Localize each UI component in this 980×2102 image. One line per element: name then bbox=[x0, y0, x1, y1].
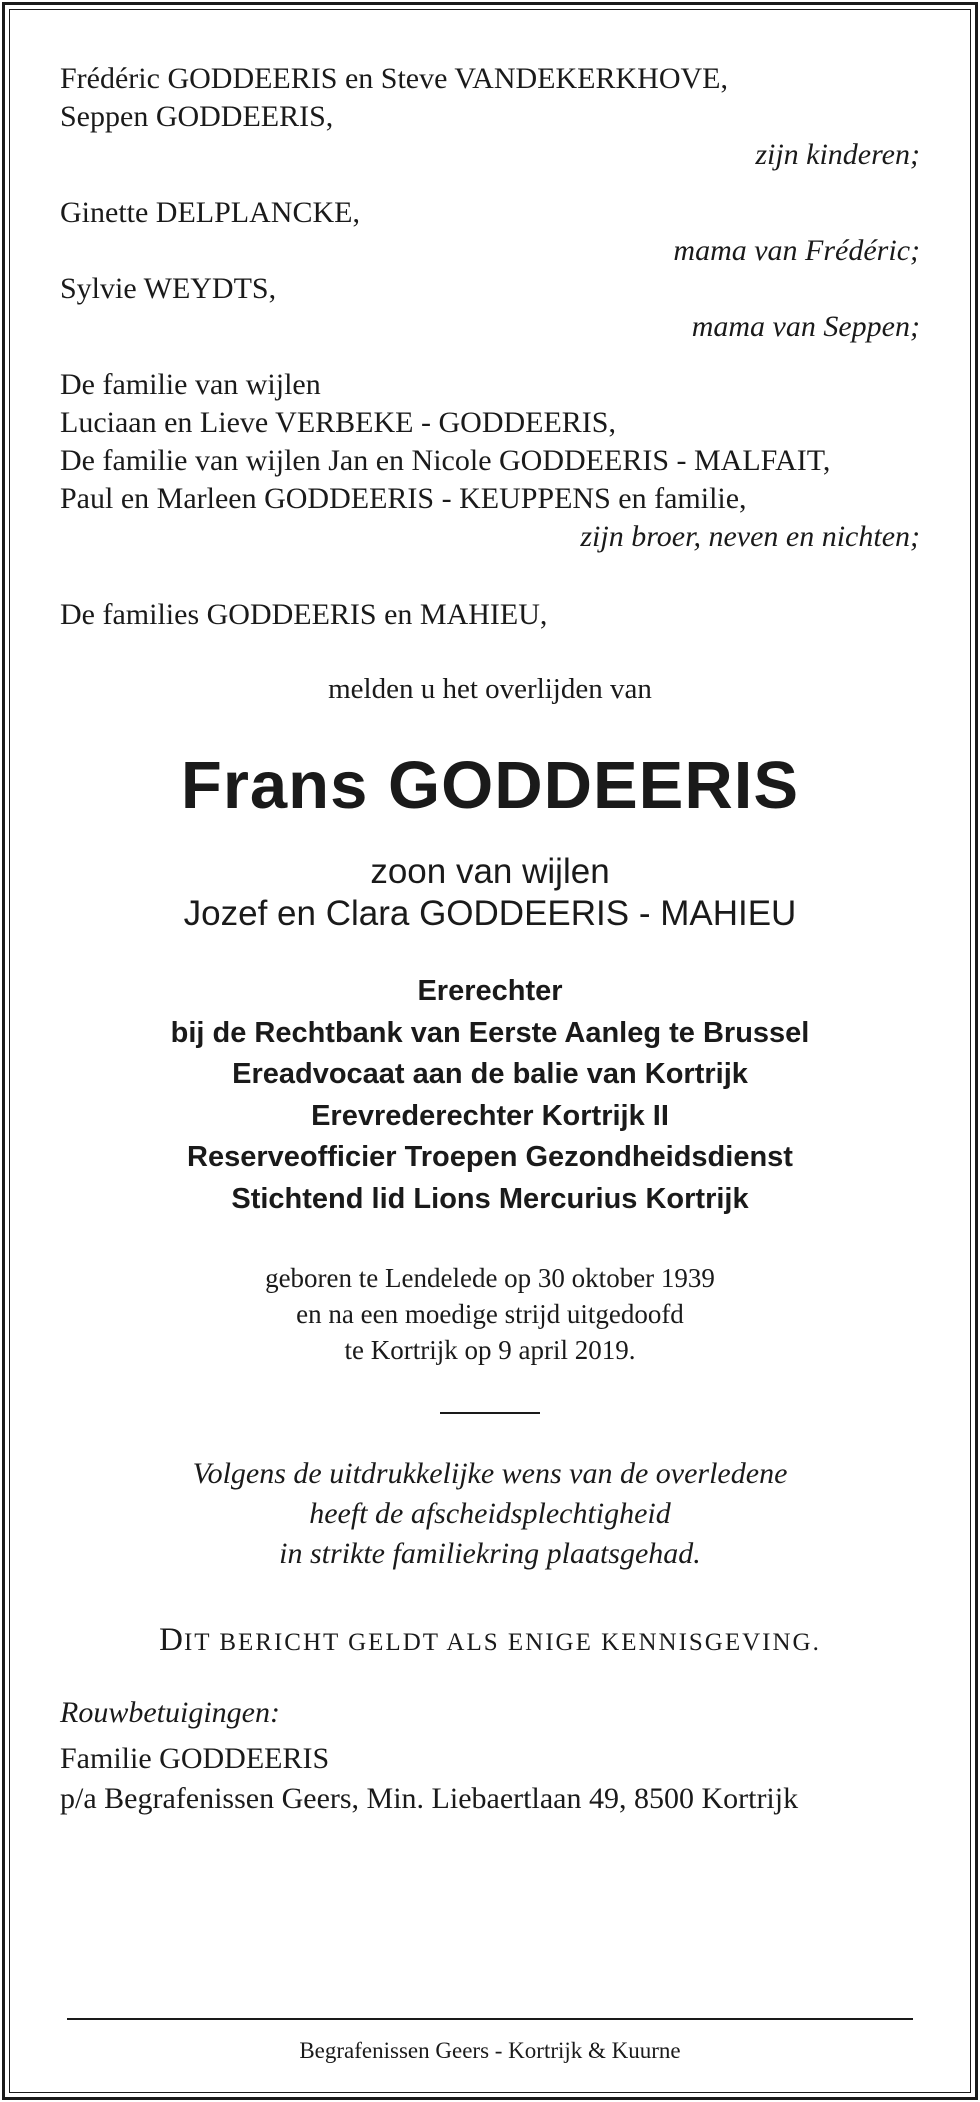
mother2-relation: mama van Seppen; bbox=[691, 310, 920, 343]
son-of-block bbox=[60, 851, 920, 935]
title-line: Erevrederechter Kortrijk II bbox=[311, 1099, 669, 1132]
notice-statement bbox=[60, 1620, 920, 1663]
notice-initial: D bbox=[159, 1622, 184, 1658]
dates-line: geboren te Lendelede op 30 oktober 1939 bbox=[265, 1263, 715, 1293]
title-line: bij de Rechtbank van Eerste Aanleg te Brussel bbox=[170, 1016, 810, 1049]
deceased-name: Frans GODDEERIS bbox=[180, 748, 800, 823]
title-line: Reserveofficier Troepen Gezondheidsdienst bbox=[187, 1141, 793, 1173]
families-line: De families GODDEERIS en MAHIEU, bbox=[60, 598, 548, 631]
title-line: Stichtend lid Lions Mercurius Kortrijk bbox=[231, 1182, 749, 1215]
dates-line: en na een moedige strijd uitgedoofd bbox=[296, 1299, 684, 1329]
condolences-label: Rouwbetuigingen: bbox=[60, 1696, 280, 1729]
notice-rest: IT BERICHT GELDT ALS ENIGE KENNISGEVING. bbox=[183, 1629, 821, 1656]
condolences-address: p/a Begrafenissen Geers, Min. Liebaertlaan 49, 8500 Kortrijk bbox=[60, 1782, 799, 1815]
children-line: Seppen GODDEERIS, bbox=[60, 100, 334, 133]
funeral-wish bbox=[60, 1454, 920, 1574]
mother1-name: Ginette DELPLANCKE, bbox=[60, 196, 360, 229]
relatives-line: Paul en Marleen GODDEERIS - KEUPPENS en familie, bbox=[60, 482, 747, 515]
dates-line: te Kortrijk op 9 april 2019. bbox=[344, 1335, 636, 1365]
mother2-name: Sylvie WEYDTS, bbox=[60, 272, 277, 305]
relatives-line: De familie van wijlen Jan en Nicole GODDEERIS - MALFAIT, bbox=[60, 444, 831, 477]
son-of-line: zoon van wijlen bbox=[370, 852, 610, 891]
wish-line: heeft de afscheidsplechtigheid bbox=[309, 1497, 671, 1530]
separator-line bbox=[440, 1412, 540, 1414]
children-line: Frédéric GODDEERIS en Steve VANDEKERKHOVE, bbox=[60, 62, 728, 95]
funeral-home-footer: Begrafenissen Geers - Kortrijk & Kuurne bbox=[299, 2038, 681, 2063]
honorary-titles bbox=[60, 971, 920, 1220]
title-line: Ererechter bbox=[417, 975, 563, 1007]
relatives-line: Luciaan en Lieve VERBEKE - GODDEERIS, bbox=[60, 406, 616, 439]
children-block bbox=[60, 60, 920, 174]
relatives-block bbox=[60, 366, 920, 556]
condolences-recipient: Familie GODDEERIS bbox=[60, 1742, 330, 1775]
announcement-intro: melden u het overlijden van bbox=[328, 673, 652, 705]
wish-line: in strikte familiekring plaatsgehad. bbox=[279, 1537, 701, 1570]
obituary-content bbox=[60, 60, 920, 1819]
children-relation: zijn kinderen; bbox=[755, 138, 920, 171]
wish-line: Volgens de uitdrukkelijke wens van de overledene bbox=[192, 1457, 788, 1490]
mother1-relation: mama van Frédéric; bbox=[673, 234, 920, 267]
son-of-line: Jozef en Clara GODDEERIS - MAHIEU bbox=[183, 894, 797, 933]
footer-rule bbox=[67, 2018, 913, 2020]
title-line: Ereadvocaat aan de balie van Kortrijk bbox=[232, 1058, 748, 1090]
relatives-relation: zijn broer, neven en nichten; bbox=[580, 520, 920, 553]
relatives-line: De familie van wijlen bbox=[60, 368, 321, 401]
life-dates bbox=[60, 1260, 920, 1368]
mothers-block bbox=[60, 194, 920, 346]
